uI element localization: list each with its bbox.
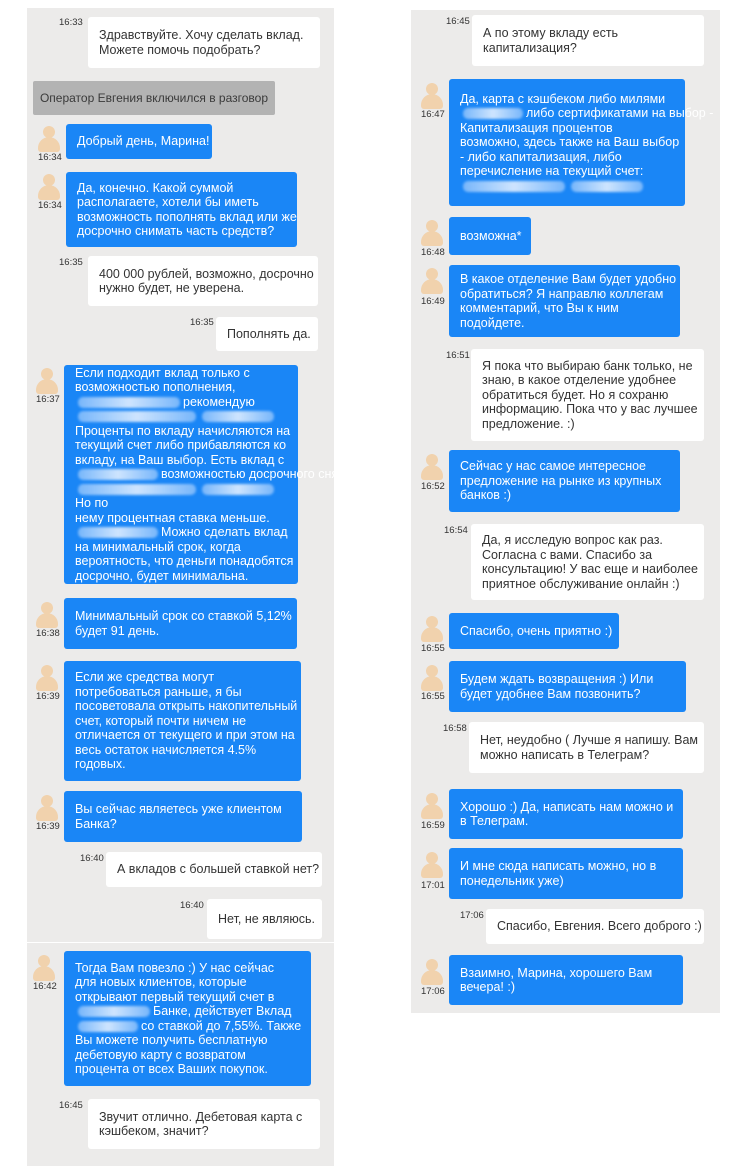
redacted-link: [463, 108, 523, 119]
operator-message-bubble: [449, 613, 619, 649]
operator-avatar-icon: [421, 665, 443, 691]
avatar-body: [421, 970, 443, 985]
message-line: счет, который почти ничем не: [75, 713, 247, 728]
operator-avatar-icon: [421, 616, 443, 642]
operator-avatar-icon: [36, 795, 58, 821]
operator-message-bubble: [449, 955, 683, 1005]
operator-avatar-icon: [421, 959, 443, 985]
message-line: комментарий, что Вы к ним: [460, 301, 619, 315]
message-line: Можно сделать вклад: [75, 525, 287, 540]
message-line: дебетовую карту с возвратом: [75, 1047, 246, 1062]
message-line: Я пока что выбираю банк только, не: [482, 358, 693, 373]
operator-avatar-icon: [38, 126, 60, 152]
message-line: Нет, неудобно ( Лучше я напишу. Вам: [480, 733, 699, 747]
message-timestamp: 16:34: [38, 152, 62, 163]
message-line: И мне сюда написать можно, но в: [460, 859, 657, 873]
redacted-link: [463, 181, 565, 192]
operator-message-bubble: [449, 265, 680, 337]
message-line: - либо капитализация, либо: [460, 149, 622, 164]
message-line: будет удобнее Вам позвонить?: [460, 686, 641, 701]
message-timestamp: 17:06: [421, 986, 445, 997]
message-line: для новых клиентов, которые: [75, 975, 247, 989]
message-line: вероятность, что деньги понадобятся: [75, 554, 294, 569]
message-timestamp: 16:33: [59, 17, 83, 28]
message-timestamp: 16:47: [421, 109, 445, 120]
avatar-body: [421, 627, 443, 642]
message-timestamp: 16:49: [421, 296, 445, 307]
message-line: Сейчас у нас самое интересное: [460, 459, 647, 474]
redacted-link: [78, 469, 158, 480]
operator-avatar-icon: [421, 793, 443, 819]
message-timestamp: 16:40: [180, 900, 204, 911]
message-timestamp: 16:59: [421, 820, 445, 831]
message-line: весь остаток начисляется 4.5%: [75, 742, 257, 757]
client-message-bubble: [471, 524, 704, 600]
message-line: 400 000 рублей, возможно, досрочно: [99, 266, 314, 281]
message-line: будет 91 день.: [75, 623, 160, 638]
message-line: кэшбеком, значит?: [99, 1124, 209, 1138]
message-line: со ставкой до 7,55%. Также: [75, 1019, 300, 1034]
avatar-body: [36, 676, 58, 691]
message-line: Нет, не являюсь.: [218, 911, 315, 926]
operator-avatar-icon: [421, 83, 443, 109]
message-line: в Телеграм.: [460, 814, 529, 828]
message-line: [460, 179, 674, 194]
message-line: понедельник уже): [460, 873, 564, 888]
avatar-body: [421, 279, 443, 294]
message-line: рекомендую: [75, 395, 287, 410]
operator-avatar-icon: [36, 368, 58, 394]
avatar-body: [421, 94, 443, 109]
message-line: Согласна с вами. Спасибо за: [482, 547, 653, 562]
message-line: возможностью пополнения,: [75, 380, 236, 395]
message-timestamp: 16:39: [36, 691, 60, 702]
message-line: Но по: [75, 496, 109, 511]
message-timestamp: 16:52: [421, 481, 445, 492]
message-line: Добрый день, Марина!: [77, 134, 210, 149]
operator-message-bubble: [64, 661, 301, 781]
message-line: [75, 409, 287, 424]
message-line: досрочно, будет минимальна.: [75, 568, 249, 583]
operator-message-bubble: [449, 450, 680, 512]
avatar-body: [33, 966, 55, 981]
avatar-body: [38, 137, 60, 152]
operator-avatar-icon: [33, 955, 55, 981]
redacted-link: [202, 411, 274, 422]
operator-message-bubble: [449, 848, 683, 899]
message-line: располагаете, хотели бы иметь: [77, 195, 259, 209]
message-timestamp: 16:55: [421, 691, 445, 702]
redacted-link: [78, 484, 196, 495]
message-line: годовых.: [75, 757, 126, 772]
message-line: нужно будет, не уверена.: [99, 281, 245, 295]
operator-message-bubble: [66, 172, 297, 247]
message-line: знаю, в какое отделение удобнее: [482, 373, 677, 388]
client-message-bubble: [88, 1099, 320, 1149]
message-line: Можете помочь подобрать?: [99, 42, 261, 57]
avatar-body: [421, 863, 443, 878]
message-line: Да, конечно. Какой суммой: [77, 180, 234, 195]
message-line: консультацию! У вас еще и наиболее: [482, 562, 698, 576]
message-line: открывают первый текущий счет в: [75, 989, 275, 1004]
client-message-bubble: [472, 15, 704, 66]
message-line: потребоваться раньше, я бы: [75, 684, 242, 699]
message-line: Спасибо, очень приятно :): [460, 623, 613, 638]
message-line: Звучит отлично. Дебетовая карта с: [99, 1109, 303, 1124]
message-timestamp: 16:54: [444, 525, 468, 536]
message-line: Здравствуйте. Хочу сделать вклад.: [99, 28, 304, 42]
redacted-link: [78, 397, 180, 408]
redacted-link: [78, 411, 196, 422]
operator-avatar-icon: [36, 602, 58, 628]
avatar-body: [421, 676, 443, 691]
message-line: посоветовала открыть накопительный: [75, 699, 298, 714]
message-line: перечисление на текущий счет:: [460, 164, 644, 179]
message-line: капитализация?: [483, 40, 577, 55]
message-timestamp: 16:35: [190, 317, 214, 328]
message-line: вкладу, на Ваш выбор. Есть вклад с: [75, 452, 285, 467]
message-line: возможна*: [460, 228, 522, 243]
client-message-bubble: [88, 17, 320, 68]
message-line: можно написать в Телеграм?: [480, 747, 650, 762]
message-timestamp: 16:58: [443, 723, 467, 734]
message-line: предложение на рынке из крупных: [460, 473, 662, 488]
message-timestamp: 16:48: [421, 247, 445, 258]
message-line: В какое отделение Вам будет удобно: [460, 272, 677, 286]
client-message-bubble: [469, 722, 704, 773]
operator-avatar-icon: [421, 220, 443, 246]
operator-avatar-icon: [38, 174, 60, 200]
message-line: на минимальный срок, когда: [75, 539, 241, 554]
redacted-link: [78, 1021, 138, 1032]
message-line: Банка?: [75, 816, 117, 831]
operator-message-bubble: [66, 124, 212, 159]
operator-avatar-icon: [36, 665, 58, 691]
client-message-bubble: [88, 256, 318, 306]
message-line: приятное обслуживание онлайн :): [482, 576, 680, 591]
message-timestamp: 16:39: [36, 821, 60, 832]
operator-message-bubble: [64, 951, 311, 1086]
message-line: предложение. :): [482, 416, 575, 431]
system-message: Оператор Евгения включился в разговор: [33, 81, 275, 115]
message-line: Хорошо :) Да, написать нам можно и: [460, 799, 674, 814]
redacted-link: [78, 1006, 150, 1017]
message-line: нему процентная ставка меньше.: [75, 510, 270, 525]
message-line: Спасибо, Евгения. Всего доброго :): [497, 919, 702, 934]
redacted-link: [571, 181, 643, 192]
message-line: возможность пополнять вклад или же: [77, 209, 297, 224]
message-line: возможно, здесь также на Ваш выбор: [460, 135, 680, 150]
message-line: Если подходит вклад только с: [75, 365, 250, 380]
operator-avatar-icon: [421, 268, 443, 294]
message-line: Тогда Вам повезло :) У нас сейчас: [75, 960, 275, 975]
message-line: отличается от текущего и при этом на: [75, 728, 295, 743]
message-line: [75, 482, 287, 497]
message-line: обратиться будет. Но я сохраню: [482, 387, 669, 402]
operator-avatar-icon: [421, 454, 443, 480]
message-line: банков :): [460, 488, 512, 503]
operator-message-bubble: [449, 789, 683, 839]
avatar-body: [421, 465, 443, 480]
message-line: А вкладов с большей ставкой нет?: [117, 862, 320, 877]
operator-message-bubble: [64, 791, 302, 842]
redacted-link: [202, 484, 274, 495]
message-line: Будем ждать возвращения :) Или: [460, 672, 654, 686]
client-message-bubble: [207, 899, 322, 939]
message-timestamp: 17:01: [421, 880, 445, 891]
message-line: Вы можете получить бесплатную: [75, 1033, 268, 1047]
message-timestamp: 16:38: [36, 628, 60, 639]
avatar-body: [36, 379, 58, 394]
message-timestamp: 16:34: [38, 200, 62, 211]
message-timestamp: 16:40: [80, 853, 104, 864]
message-line: Если же средства могут: [75, 670, 215, 685]
operator-avatar-icon: [421, 852, 443, 878]
client-message-bubble: [106, 852, 322, 887]
message-line: А по этому вкладу есть: [483, 26, 619, 40]
avatar-body: [38, 185, 60, 200]
message-line: Минимальный срок со ставкой 5,12%: [75, 609, 292, 623]
avatar-body: [36, 806, 58, 821]
message-timestamp: 16:45: [59, 1100, 83, 1111]
message-line: обратиться? Я направлю коллегам: [460, 286, 664, 301]
redacted-link: [78, 527, 158, 538]
operator-message-bubble: [64, 365, 358, 584]
message-line: процента от всех Ваших покупок.: [75, 1062, 268, 1076]
avatar-body: [421, 231, 443, 246]
message-timestamp: 17:06: [460, 910, 484, 921]
operator-message-bubble: [449, 79, 714, 206]
operator-message-bubble: [449, 661, 686, 712]
message-line: досрочно снимать часть средств?: [77, 224, 275, 238]
message-line: информацию. Пока что у вас лучшее: [482, 402, 698, 417]
message-line: либо сертификатами на выбор -: [460, 106, 674, 121]
message-line: возможностью досрочного снятия: [75, 467, 287, 482]
operator-message-bubble: [449, 217, 531, 255]
message-line: подойдете.: [460, 315, 525, 330]
message-timestamp: 16:45: [446, 16, 470, 27]
message-line: Да, карта с кэшбеком либо милями: [460, 91, 666, 106]
message-line: Капитализация процентов: [460, 120, 613, 135]
client-message-bubble: [486, 909, 704, 944]
message-line: Банке, действует Вклад: [75, 1004, 300, 1019]
message-timestamp: 16:55: [421, 643, 445, 654]
message-timestamp: 16:51: [446, 350, 470, 361]
message-line: Вы сейчас являетесь уже клиентом: [75, 802, 282, 816]
message-timestamp: 16:35: [59, 257, 83, 268]
message-line: Пополнять да.: [227, 326, 311, 341]
message-timestamp: 16:42: [33, 981, 57, 992]
message-line: вечера! :): [460, 980, 515, 994]
operator-message-bubble: [64, 598, 297, 649]
message-line: текущий счет либо прибавляются ко: [75, 438, 287, 453]
message-line: Взаимно, Марина, хорошего Вам: [460, 965, 653, 980]
message-line: Проценты по вкладу начисляются на: [75, 423, 291, 438]
message-timestamp: 16:37: [36, 394, 60, 405]
avatar-body: [36, 613, 58, 628]
client-message-bubble: [216, 317, 318, 351]
avatar-body: [421, 804, 443, 819]
message-line: Да, я исследую вопрос как раз.: [482, 533, 663, 547]
client-message-bubble: [471, 349, 704, 441]
